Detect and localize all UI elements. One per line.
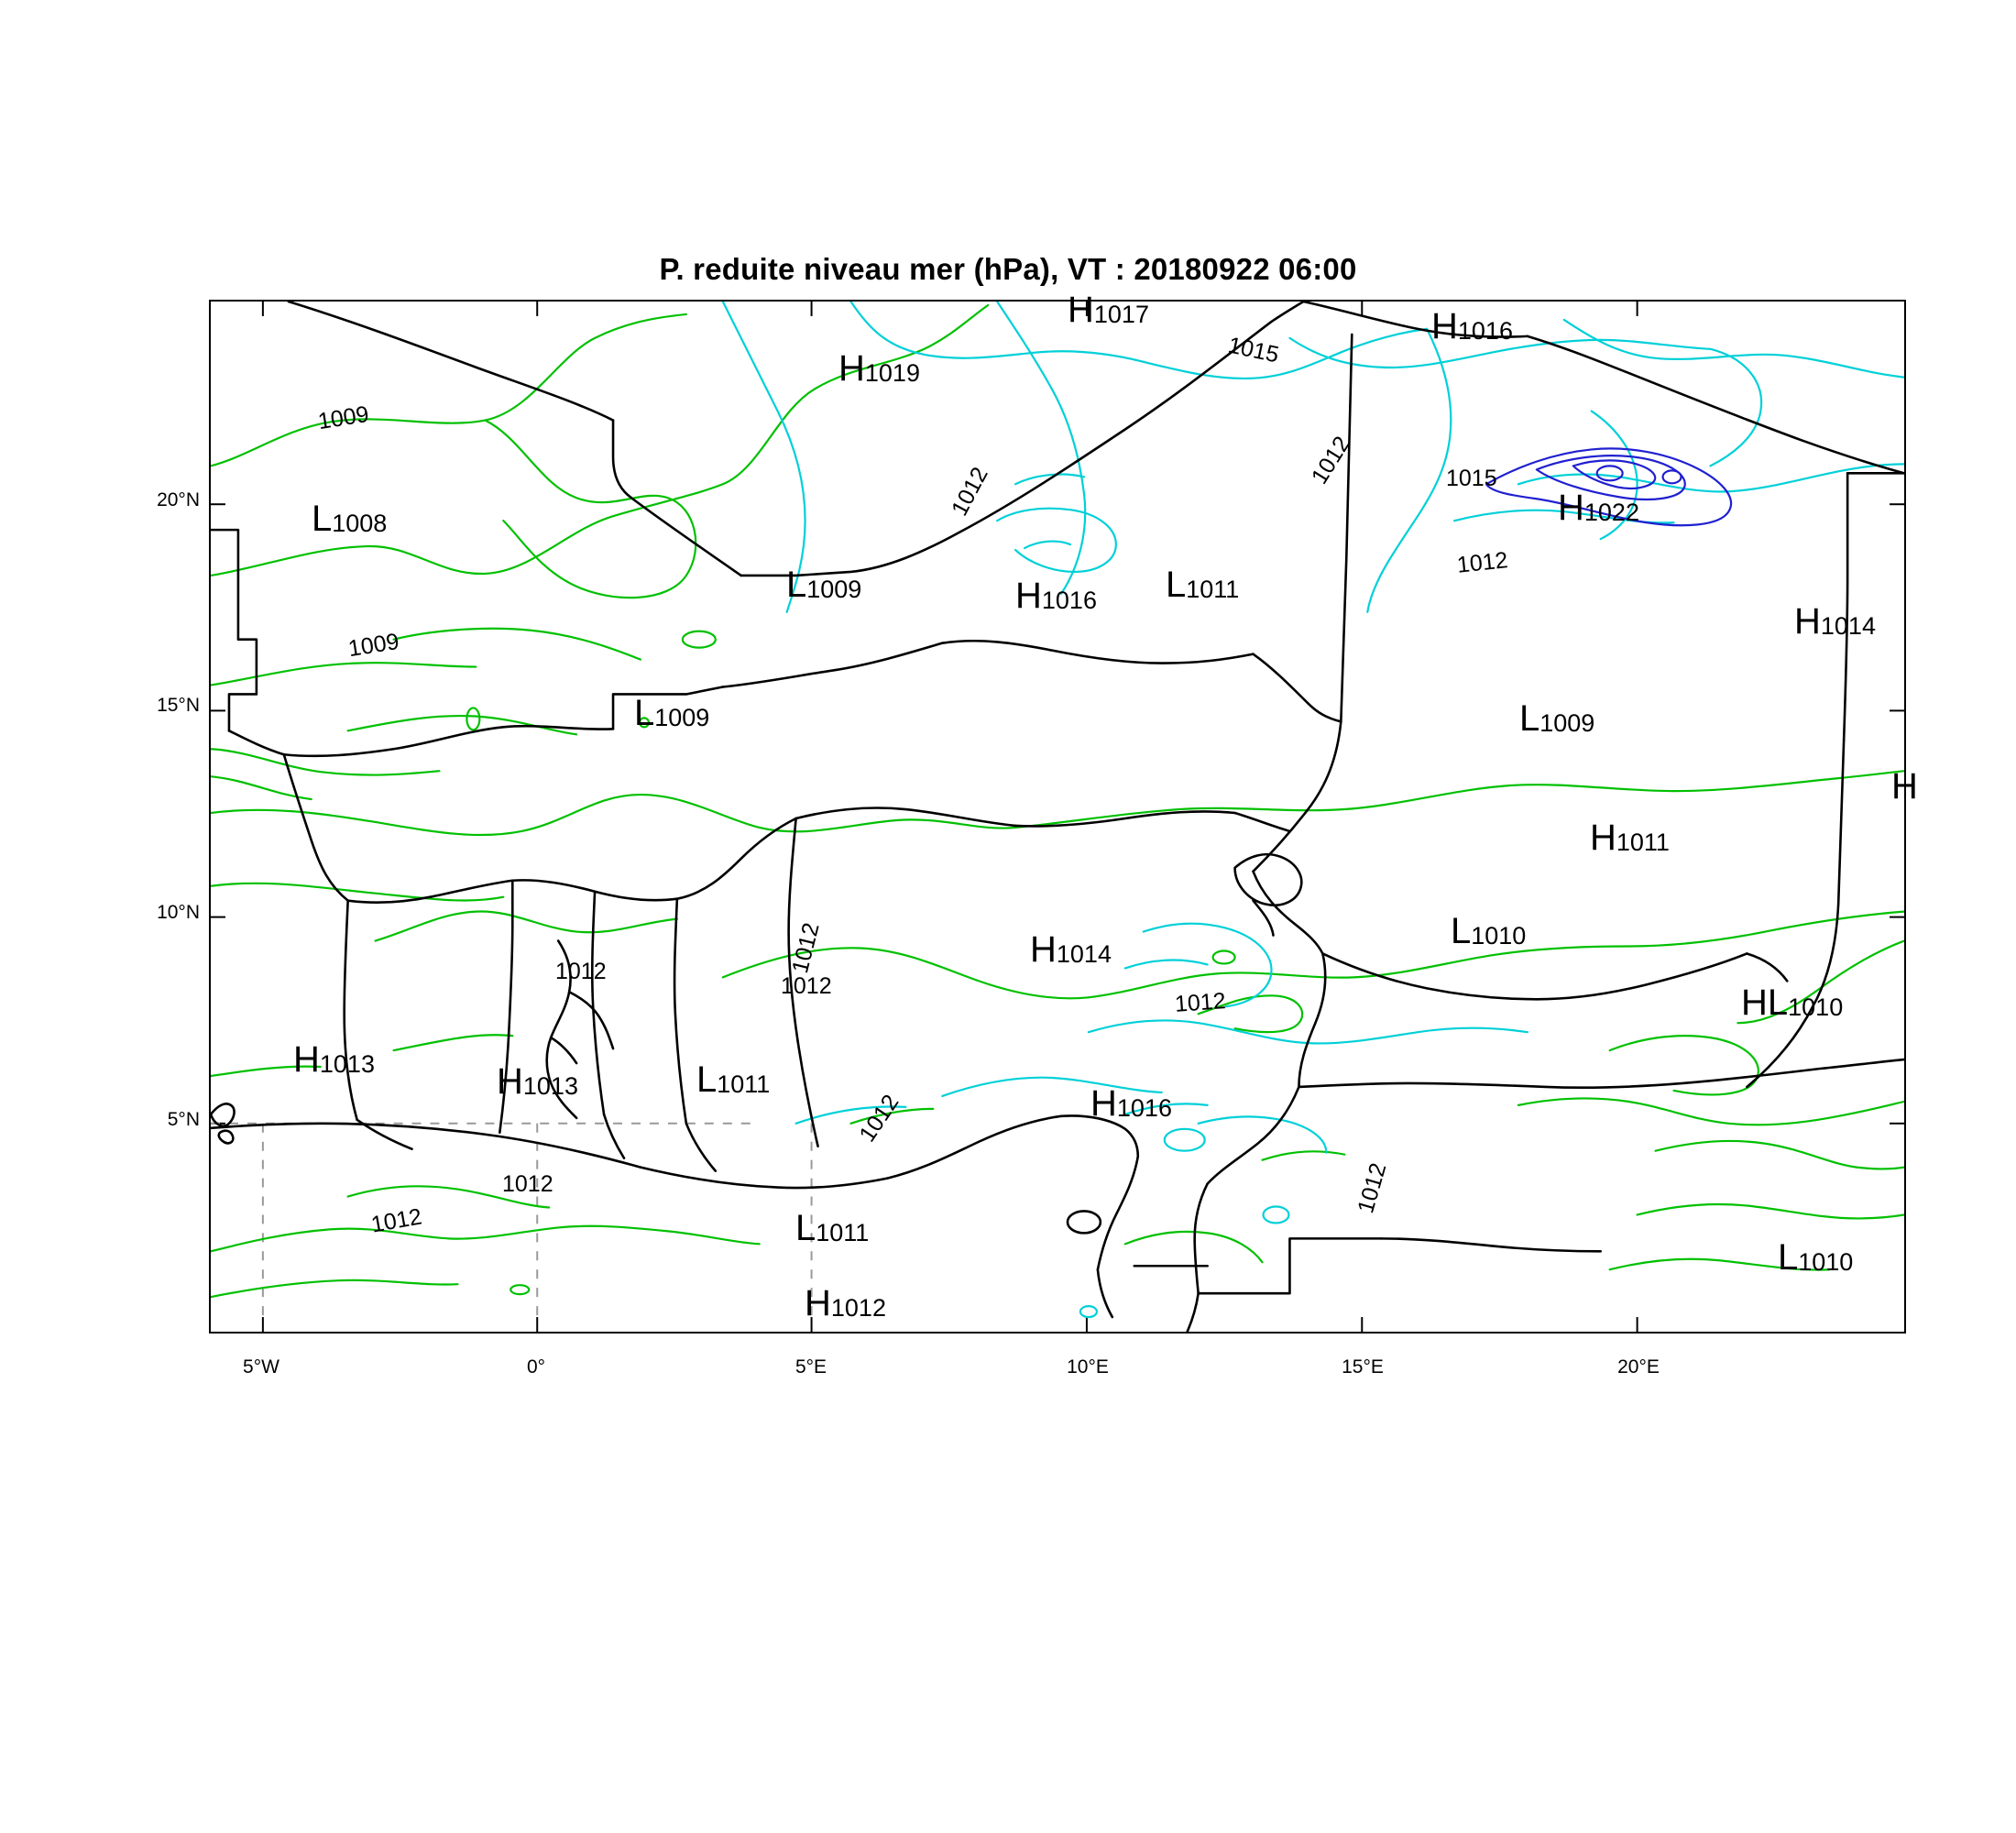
chart-title: P. reduite niveau mer (hPa), VT : 20180922 06:00: [659, 252, 1357, 286]
pressure-value: 1010: [1471, 922, 1527, 949]
pressure-centre-low: [634, 695, 709, 731]
pressure-centre-high: [1090, 1085, 1172, 1122]
pressure-centre-high: [497, 1063, 578, 1100]
high-symbol: H: [1794, 601, 1821, 642]
high-symbol: H: [1015, 576, 1042, 616]
pressure-centre-high-low: [1741, 984, 1843, 1021]
pressure-centre-low: [1778, 1239, 1853, 1276]
contour-label: 1012: [854, 1090, 904, 1147]
pressure-value: 1017: [1093, 301, 1149, 328]
high-low-symbol: HL: [1741, 982, 1789, 1023]
contour-label: 1012: [1455, 547, 1509, 578]
pressure-value: 1013: [319, 1050, 375, 1078]
pressure-value: 1010: [1798, 1248, 1854, 1276]
pressure-centre-high: [1068, 291, 1149, 328]
y-tick-label: 20°N: [157, 489, 200, 510]
x-tick-label: 5°E: [794, 1356, 827, 1377]
pressure-centre-high: [805, 1285, 886, 1322]
contour-label: 1012: [787, 920, 825, 976]
pressure-centre-low: [1166, 566, 1239, 603]
pressure-value: 1009: [806, 576, 862, 603]
pressure-centre-high: [1891, 768, 1918, 805]
pressure-centre-low: [312, 500, 387, 537]
low-symbol: L: [634, 693, 655, 733]
y-tick-label: 10°N: [157, 902, 200, 923]
high-symbol: H: [1090, 1083, 1117, 1124]
contour-label: 1012: [946, 463, 993, 521]
pressure-centre-high: [1794, 603, 1876, 640]
contour-label: 1012: [781, 973, 832, 999]
low-symbol: L: [1166, 565, 1187, 605]
contour-label: 1009: [346, 628, 401, 663]
high-symbol: H: [1068, 290, 1094, 330]
pressure-value: 1011: [1616, 829, 1670, 856]
pressure-value: 1014: [1820, 612, 1876, 640]
pressure-centre-high: [1431, 308, 1513, 345]
pressure-value: 1009: [1539, 709, 1595, 737]
contour-label: 1012: [555, 959, 607, 984]
pressure-value: 1011: [816, 1219, 870, 1246]
pressure-centre-low: [786, 566, 861, 603]
low-symbol: L: [696, 1059, 718, 1100]
high-symbol: H: [1891, 766, 1918, 807]
high-symbol: H: [805, 1283, 831, 1323]
high-symbol: H: [1558, 488, 1584, 528]
low-symbol: L: [786, 565, 807, 605]
pressure-value: 1011: [717, 1070, 771, 1098]
low-symbol: L: [795, 1208, 816, 1248]
pressure-centre-high: [1590, 819, 1670, 856]
pressure-value: 1013: [522, 1072, 578, 1100]
contour-label: 1012: [1174, 988, 1227, 1017]
y-tick-label: 15°N: [157, 695, 200, 716]
x-tick-label: 15°E: [1342, 1356, 1384, 1377]
pressure-centre-low: [1451, 913, 1526, 949]
map-canvas: [211, 302, 1904, 1332]
pressure-centre-high: [1015, 577, 1097, 614]
pressure-value: 1016: [1041, 587, 1097, 614]
pressure-centre-low: [795, 1210, 869, 1246]
low-symbol: L: [1519, 698, 1540, 739]
pressure-value: 1019: [864, 359, 920, 387]
pressure-value: 1009: [654, 704, 710, 731]
low-symbol: L: [312, 499, 333, 539]
x-tick-label: 5°W: [243, 1356, 279, 1377]
isobars-green: [211, 305, 1904, 1297]
pressure-value: 1022: [1583, 499, 1639, 526]
coastlines-borders: [211, 302, 1904, 1332]
low-symbol: L: [1451, 911, 1472, 951]
x-tick-label: 20°E: [1617, 1356, 1660, 1377]
pressure-centre-low: [696, 1061, 770, 1098]
y-tick-label: 5°N: [167, 1109, 200, 1130]
pressure-centre-high: [1030, 931, 1112, 968]
pressure-centre-high: [1558, 489, 1639, 526]
pressure-centre-high: [293, 1041, 375, 1078]
high-symbol: H: [1431, 306, 1458, 346]
contour-label: 1012: [368, 1203, 424, 1238]
contour-label: 1015: [1225, 332, 1282, 368]
axis-ticks: [211, 302, 1904, 1332]
high-symbol: H: [293, 1039, 320, 1080]
x-tick-label: 10°E: [1067, 1356, 1109, 1377]
map-plot-area: [209, 300, 1906, 1334]
high-symbol: H: [838, 348, 865, 389]
pressure-centre-high: [838, 350, 920, 387]
pressure-value: 1011: [1186, 576, 1240, 603]
pressure-value: 1008: [332, 510, 388, 537]
low-symbol: L: [1778, 1237, 1799, 1278]
high-symbol: H: [1590, 818, 1616, 858]
contour-label: 1012: [1306, 432, 1355, 489]
high-symbol: H: [497, 1061, 523, 1102]
contour-label: 1012: [1353, 1159, 1392, 1216]
pressure-value: 1016: [1457, 317, 1513, 345]
contour-label: 1009: [316, 401, 371, 435]
pressure-value: 1016: [1116, 1094, 1172, 1122]
x-tick-label: 0°: [526, 1356, 546, 1377]
pressure-value: 1010: [1788, 993, 1844, 1021]
pressure-value: 1012: [830, 1294, 886, 1322]
contour-label: 1015: [1446, 466, 1497, 491]
contour-label: 1012: [502, 1171, 553, 1197]
high-symbol: H: [1030, 929, 1057, 970]
pressure-value: 1014: [1056, 940, 1112, 968]
pressure-centre-low: [1519, 700, 1594, 737]
